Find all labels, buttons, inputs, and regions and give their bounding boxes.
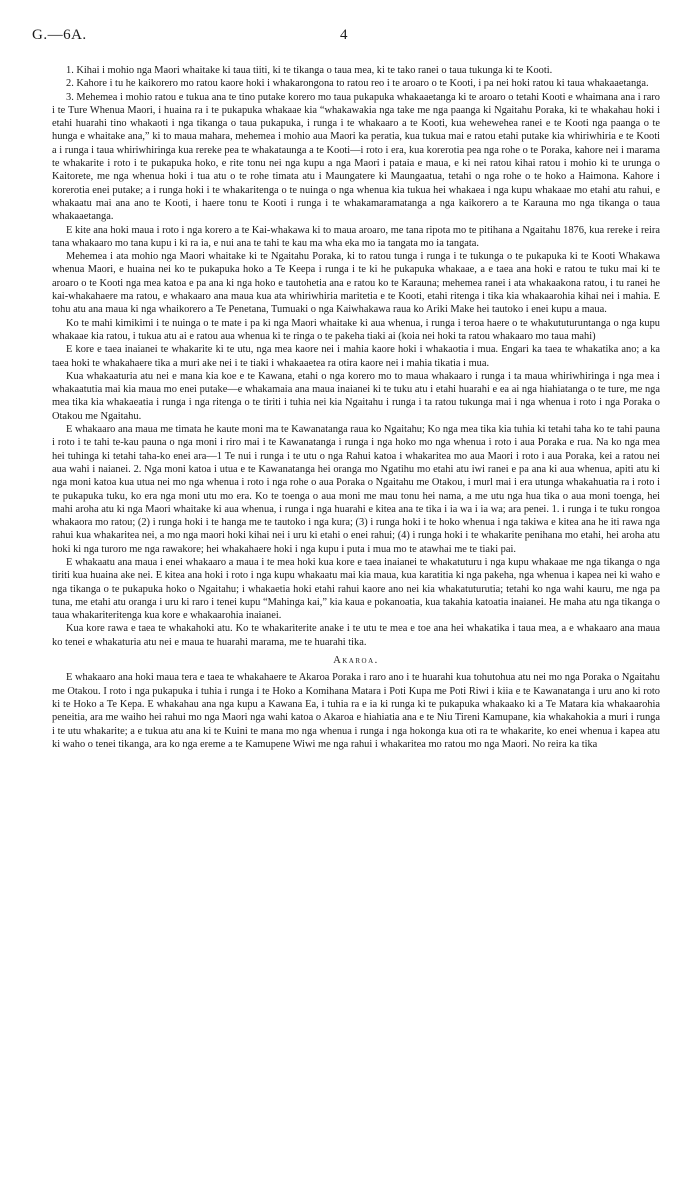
document-reference: G.—6A.: [32, 27, 87, 43]
akaroa-paragraph-1: E whakaaro ana hoki maua tera e taea te whakahaere te Akaroa Poraka i raro ano i te huarahi kua tohutohua atu nei mo nga Poraka o Ngaitahu me Otakou. I roto i nga pukapuka i tuhia i runga i te Hoko a Komihana Matara i Poti Kupa me Poti Riwi i kiia e te Kawanatanga i uru ano ki roto ki te Hoko a Te Kepa. E whakahau ana nga kupu a Kawana Ea, i tuhia ra e ia ki runga ki te pukapuka whakaako ki a Te Matara kia whakaarohia peneitia, ara me waiho hei rahui mo nga Maori nga wahi katoa o Akaroa e hiahiatia ana e te Niu Tireni Kamupane, kia whakahokia a muri i runga i te utu whakarite; a e tukua atu ana ki te Kuini te mana mo nga whenua i runga i nga hokonga kua oti ra te whakarite, ko enei whenua i kapea atu ki waho o tenei tikanga, ara ko nga ereme a te Kamupene Wiwi me nga rahui i whakaritea mo ratou mo nga Maori. No reira ka tika: [52, 672, 660, 750]
paragraph-9: E whakaaro ana maua me timata he kaute moni ma te Kawanatanga raua ko Ngaitahu; Ko nga mea tika kia tuhia ki tetahi taha ko te tahi pauna i roto i te tahi te-kau pauna o nga moni i riro mai i te Kawanatanga i runga i nga hoko mo nga whenua i roto i aua Poraka e rua. Na ko nga mea hei tuhinga ki tetahi taha-ko enei ara—1 Te nui i runga i te utu o nga Rahui katoa i whakaritea mo aua Maori i roto i aua Poraka, kei a ratou nei aua wahi i naianei. 2. Nga moni katoa i utua e te Kawanatanga hei oranga mo Ngatihu mo etahi atu iwi ranei e pa ana ki aua whenua, apiti atu ki nga moni katoa kua utua nei mo nga whenua i roto i nga rohe o aua Poraka o Ngaitahu me Otakou, i murl mai i era utunga whakahuatia ra i roto i te pukapuka tuku, ko era nga moni utu mo era. Ko te toenga o aua moni me mau tonu hei nama, a me utu nga hua tika o aua moni toenga, hei mahi aroha atu ki nga Maori whaitake ki aua whenua, i runga i nga huarahi e kitea ana te tika i ia wa i ia wa; ara penei. 1. i runga i te tuku rongoa whakaora mo ratou; (2) i runga hoki i te hanga me te tautoko i nga kura; (3) i runga hoki i te hoko whenua i nga takiwa e kitea ana he iti rawa nga rahui kua whakaritea nei, a mo nga maori hoki kihai nei i uru ki etahi o enei rahui; (4) i runga hoki i te whakarite penihana mo etahi, hei aroha atu hoki ki nga turoro me nga rawakore; hei whakahaere hoki i nga kupu i puta i mua mo te atawhai me te tiaki pai.: [52, 424, 660, 555]
section-heading-akaroa: Akaroa.: [333, 655, 379, 667]
paragraph-5: Mehemea i ata mohio nga Maori whaitake ki te Ngaitahu Poraka, ki to ratou tunga i runga i te tukunga o te pukapuka ki te Kooti Whakawa whenua Maori, e huaina nei ko te pukapuka hoko a Te Keepa i runga i te ki he pukapuka whakaae, a e taea ana hoki e ratou te tuku mai ki te aroaro o te Kooti nga mea katoa e pa ana ki nga hoko e tautohetia ana e ratou ko te Karauna; mehemea ranei i ata whakaakona ratou, i tu ranei he kai-whakahaere ma ratou, e whakaaro ana maua kua ata whiriwhiria maritetia e te Kooti, etahi ritenga i tika kia whakaarohia kihai nei i mahia. E tohu atu ana maua ki nga whaikorero a Te Penetana, Tumuaki o nga Kaiwhakawa raua ko Ariki Make hei tautoko i enei kupu a maua.: [52, 251, 660, 316]
paragraph-1: 1. Kihai i mohio nga Maori whaitake ki taua tiiti, ki te tikanga o taua mea, ki te tako ranei o taua tukunga ki te Kooti.: [66, 65, 553, 76]
paragraph-6: Ko te mahi kimikimi i te nuinga o te mate i pa ki nga Maori whaitake ki aua whenua, i runga i teroa haere o te whakututuruntanga o nga kupu whakaae kia ratou, i tukua atu ai e ratou aua whenua ki te ringa o te pakeha tiaki ai (koia nei hoki ta ratou whakaaro mo taua mahi): [52, 317, 660, 342]
paragraph-11: Kua kore rawa e taea te whakahoki atu. Ko te whakariterite anake i te utu te mea e toe ana hei whakatika i taua mea, a e whakaaro ana maua ko tenei e whakaturia atu nei e maua te huarahi marama, me te huarahi tika.: [52, 623, 660, 648]
page-number: 4: [340, 27, 348, 43]
paragraph-3: 3. Mehemea i mohio ratou e tukua ana te tino putake korero mo taua pukapuka whakaaetanga ki te aroaro o tetahi Kooti e whaimana ana i raro i te Ture Whenua Maori, i huaina ra i te pukapuka whakaae kia “whakawakia nga take me nga paanga ki Ngaitahu Poraka, ki te whakahau hoki i etahi huarahi tino whakaoti i nga tikanga o taua pukapuka, i runga i te whakaaro a te Kooti, kua wehewehea ranei e te Kooti nga paanga o te hunga e whaitake ana,” ki to maua mahara, mehemea i mohio aua Maori ka peratia, kua tukua mai e ratou etahi putake kia whiriwhiria e te Kooti a i runga i taua whiriwhiringa kua rereke pea te whakataunga a te Kooti—i roto i era, kua korerotia pea nga rohe o te Poraka, kahore nei i marama te whakarite i roto i te pukapuka hoko, e rite tonu nei nga kupu a nga Maori i pataia e maua, e ki nei ratou kihai ratou i mohio ki te urunga o Kaitorete, me nga whenua hoki i tua atu o te rohe timata atu i Maungatere ki Maungaatua, tetahi o nga rohe o te hoko a Haimona. Kahore i korerotia enei putake; a i runga hoki i te whakaritenga o te nuinga o nga whenua kia tukua hei whakaea i nga kupu whakaae mo etahi atu rahui, e whakaatu mai ana ano te Kooti, i haere tonu te Kooti i runga i te whakamaramatanga a nga kaikorero a te Karauna mo nga tikanga o taua whakaaetanga.: [52, 91, 660, 223]
document-body: [52, 64, 660, 751]
paragraph-8: Kua whakaaturia atu nei e mana kia koe e te Kawana, etahi o nga korero mo to maua whakaaro i runga i ta maua whiriwhiringa i nga mea i whakaatutia mai kia maua mo enei putake—e whakamaia ana maua inaianei ki te tuku atu i etahi huarahi e ea ai nga hiahiatanga o te ture, me nga mea tika kia whakaeatia i runga i nga ritenga o te tiriti i tuhia nei kia Ngaitahu i runga i ta ratou tukunga mai i nga whenua i roto i nga Poraka o Otakou me Ngaitahu.: [52, 370, 660, 422]
paragraph-4: E kite ana hoki maua i roto i nga korero a te Kai-whakawa ki to maua aroaro, me tana ripota mo te pitihana a Ngaitahu 1876, kua rereke i reira tana whakaaro mo tana kupu i ki ra ia, e nui ana te tahi te kau ma wha eka mo ia tangata mo ia tangata.: [52, 224, 660, 249]
paragraph-2: 2. Kahore i tu he kaikorero mo ratou kaore hoki i whakarongona to ratou reo i te aroaro o te Kooti, i pa nei hoki ratou ki taua whakaaetanga.: [66, 78, 649, 90]
paragraph-10: E whakaatu ana maua i enei whakaaro a maua i te mea hoki kua kore e taea inaianei te whakatuturu i nga kupu whakaae me nga tikanga o nga tiriti kua huaina ake nei. E kitea ana hoki i roto i nga kupu whakaatu mai kia maua, kua karatitia ki nga pakeha, nga whenua i kapea nei ki waho e nga tikanga o te pukapuka hoko o Ngaitahu; i whakaetia hoki etahi rahui kaore ano nei kia whakatuturutia; tetahi ko nga wahi kauru, me nga pa tuna, me etahi atu oranga i uru ki raro i tenei kupu “Mahinga kai,” kia kaua e pokanoatia, kua takahia katoatia inaianei. He maha atu nga tikanga o taua whakariteritenga kua kore e whakaarohia inaianei.: [52, 556, 660, 622]
paragraph-7: E kore e taea inaianei te whakarite ki te utu, nga mea kaore nei i mahia kaore hoki i whakaotia i mua. Engari ka taea te whakatika ano; a ka taea hoki te whakahaere tika a muri ake nei i te tiaki i whakaaetea ra otira kaore nei i mahia tikatia i mua.: [52, 344, 660, 369]
